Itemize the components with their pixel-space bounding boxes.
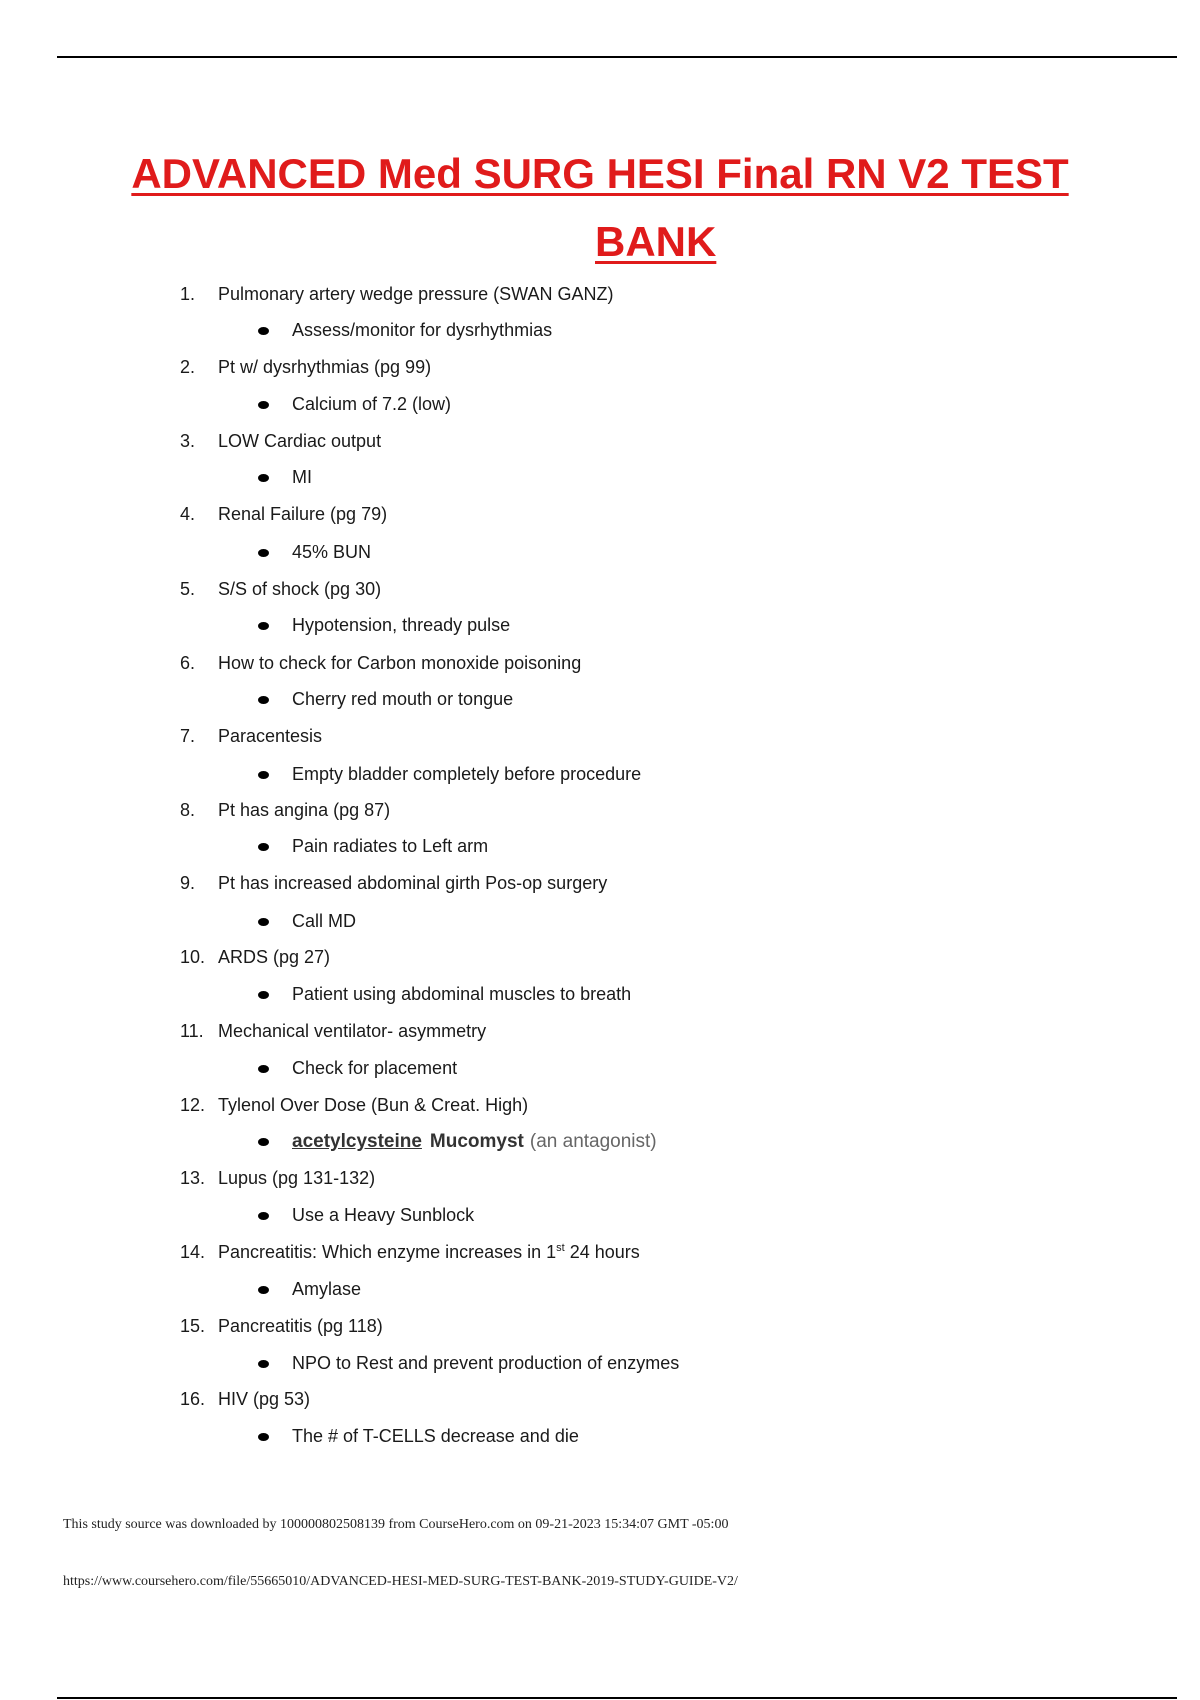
bullet-icon [258, 1065, 269, 1073]
question-item: 7. Paracentesis [180, 726, 323, 746]
question-item: 14. Pancreatitis: Which enzyme increases in 1st 24 hours [180, 1242, 640, 1262]
drug-note: (an antagonist) [529, 1131, 657, 1152]
bullet-icon [258, 918, 269, 926]
bullet-icon [258, 622, 269, 630]
document-title-line2: BANK [595, 218, 717, 265]
bullet-icon [258, 1286, 269, 1294]
bullet-icon [258, 401, 269, 409]
question-item: 6. How to check for Carbon monoxide poisoning [180, 653, 582, 673]
source-url[interactable]: https://www.coursehero.com/file/55665010/ADVANCED-HESI-MED-SURG-TEST-BANK-2019-STUDY-GUIDE-V2/ [63, 1574, 738, 1589]
question-item: 12. Tylenol Over Dose (Bun & Creat. High) [180, 1095, 529, 1115]
bullet-icon [258, 327, 269, 335]
bullet-icon [258, 1360, 269, 1368]
bullet-icon [258, 549, 269, 557]
question-item: 5. S/S of shock (pg 30) [180, 579, 382, 599]
bullet-icon [258, 1212, 269, 1220]
brand-name: Mucomyst [429, 1131, 524, 1152]
bullet-icon [258, 696, 269, 704]
question-item: 8. Pt has angina (pg 87) [180, 800, 391, 820]
question-item: 11. Mechanical ventilator- asymmetry [180, 1021, 487, 1041]
bullet-icon [258, 1138, 269, 1146]
question-item: 4. Renal Failure (pg 79) [180, 504, 388, 524]
header-rule [57, 56, 1177, 58]
question-item: 2. Pt w/ dysrhythmias (pg 99) [180, 357, 432, 377]
bullet-icon [258, 1433, 269, 1441]
question-item: 13. Lupus (pg 131-132) [180, 1168, 376, 1188]
question-item: 3. LOW Cardiac output [180, 431, 382, 451]
question-item: 10. ARDS (pg 27) [180, 947, 331, 967]
question-item: 16. HIV (pg 53) [180, 1389, 311, 1409]
footer-rule [57, 1697, 1177, 1699]
question-item: 15. Pancreatitis (pg 118) [180, 1316, 383, 1336]
question-item: 1. Pulmonary artery wedge pressure (SWAN GANZ) [180, 284, 614, 304]
question-item: 9. Pt has increased abdominal girth Pos-op surgery [180, 873, 608, 893]
bullet-icon [258, 771, 269, 779]
document-title-line1: ADVANCED Med SURG HESI Final RN V2 TEST [131, 150, 1069, 197]
drug-name: acetylcysteine [292, 1131, 422, 1152]
bullet-icon [258, 991, 269, 999]
bullet-icon [258, 843, 269, 851]
download-notice: This study source was downloaded by 100000802508139 from CourseHero.com on 09-21-2023 15:34:07 GMT -05:00 [63, 1517, 729, 1532]
bullet-icon [258, 474, 269, 482]
